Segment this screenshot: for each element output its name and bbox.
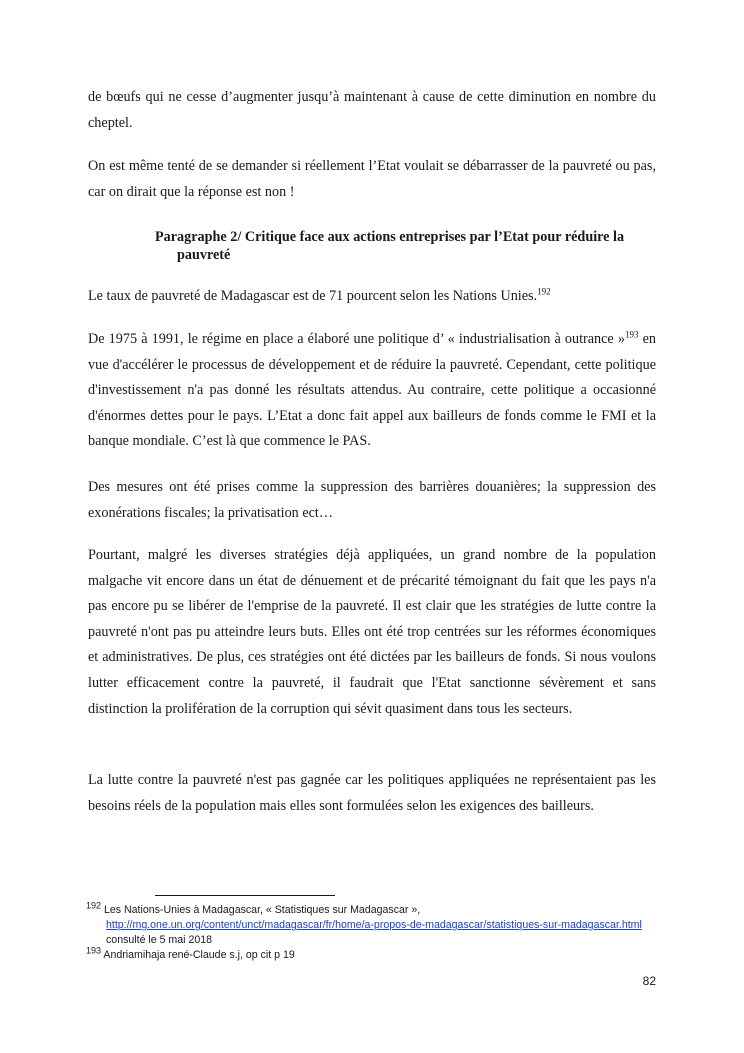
footnote-193 [86, 945, 666, 963]
section-heading-line1: Paragraphe 2/ Critique face aux actions entreprises par l’Etat pour réduire la [155, 229, 625, 245]
footnote-192-after: consulté le 5 mai 2018 [106, 934, 213, 946]
paragraph-cheptel: de bœufs qui ne cesse d’augmenter jusqu’à maintenant à cause de cette diminution en nombre du cheptel. [88, 89, 656, 131]
footnote-ref-193[interactable]: 193 [624, 329, 639, 340]
paragraph-mesures: Des mesures ont été prises comme la suppression des barrières douanières; la suppression des exonérations fiscales; la privatisation ect… [88, 479, 656, 521]
section-heading-line2: pauvreté [177, 247, 231, 263]
page-number: 82 [642, 974, 656, 988]
footnote-193-text: Andriamihaja rené-Claude s.j, op cit p 19 [101, 949, 295, 961]
footnote-number-192: 192 [86, 900, 102, 911]
paragraph-etat-question: On est même tenté de se demander si réellement l’Etat voulait se débarrasser de la pauvreté ou pas, car on dirait que la réponse est non ! [88, 158, 656, 200]
paragraph-lutte: La lutte contre la pauvreté n'est pas gagnée car les politiques appliquées ne représentaient pas les besoins réels de la population mais elles sont formulées selon les exigences des bailleurs. [88, 772, 656, 814]
paragraph-industrialisation [88, 327, 656, 455]
footnote-192-link[interactable]: http://mg.one.un.org/content/unct/madagascar/fr/home/a-propos-de-madagascar/statistiques-sur-madagascar.html [106, 919, 642, 931]
paragraph-strategies: Pourtant, malgré les diverses stratégies déjà appliquées, un grand nombre de la population malgache vit encore dans un état de dénuement et de précarité témoignant du fait que les pays n'a pas encore pu se libérer de l'emprise de la pauvreté. Il est clair que les stratégies de lutte contre la pauvreté n'ont pas pu atteindre leurs buts. Elles ont été trop centrées sur les réformes économiques et administratives. De plus, ces stratégies ont été dictées par les bailleurs de fonds. Si nous voulons lutter efficacement contre la pauvreté, il faudrait que l'Etat sanctionne sévèrement et sans distinction la prolifération de la corruption qui sévit quasiment dans tous les secteurs. [88, 547, 656, 717]
footnotes [86, 900, 666, 963]
footnote-ref-192[interactable]: 192 [537, 286, 551, 297]
footnote-192-text: Les Nations-Unies à Madagascar, « Statistiques sur Madagascar », [101, 904, 421, 916]
footnote-separator [155, 895, 335, 896]
footnote-number-193: 193 [86, 945, 102, 956]
poverty-rate-text: Le taux de pauvreté de Madagascar est de 71 pourcent selon les Nations Unies. [88, 288, 538, 304]
paragraph-poverty-rate [88, 284, 656, 310]
section-heading [155, 228, 655, 264]
footnote-192 [86, 900, 666, 948]
industrialisation-text-rest: en vue d'accélérer le processus de développement et de réduire la pauvreté. Cependant, cette politique d'investissement n'a pas donné les résultats attendus. Au contraire, cette politique a occasionné d'énormes dettes pour le pays. L’Etat a donc fait appel aux bailleurs de fonds comme le FMI et la banque mondiale. C’est là que commence le PAS. [88, 331, 656, 450]
industrialisation-text-start: De 1975 à 1991, le régime en place a élaboré une politique d’ « industrialisation à outrance » [88, 331, 625, 347]
